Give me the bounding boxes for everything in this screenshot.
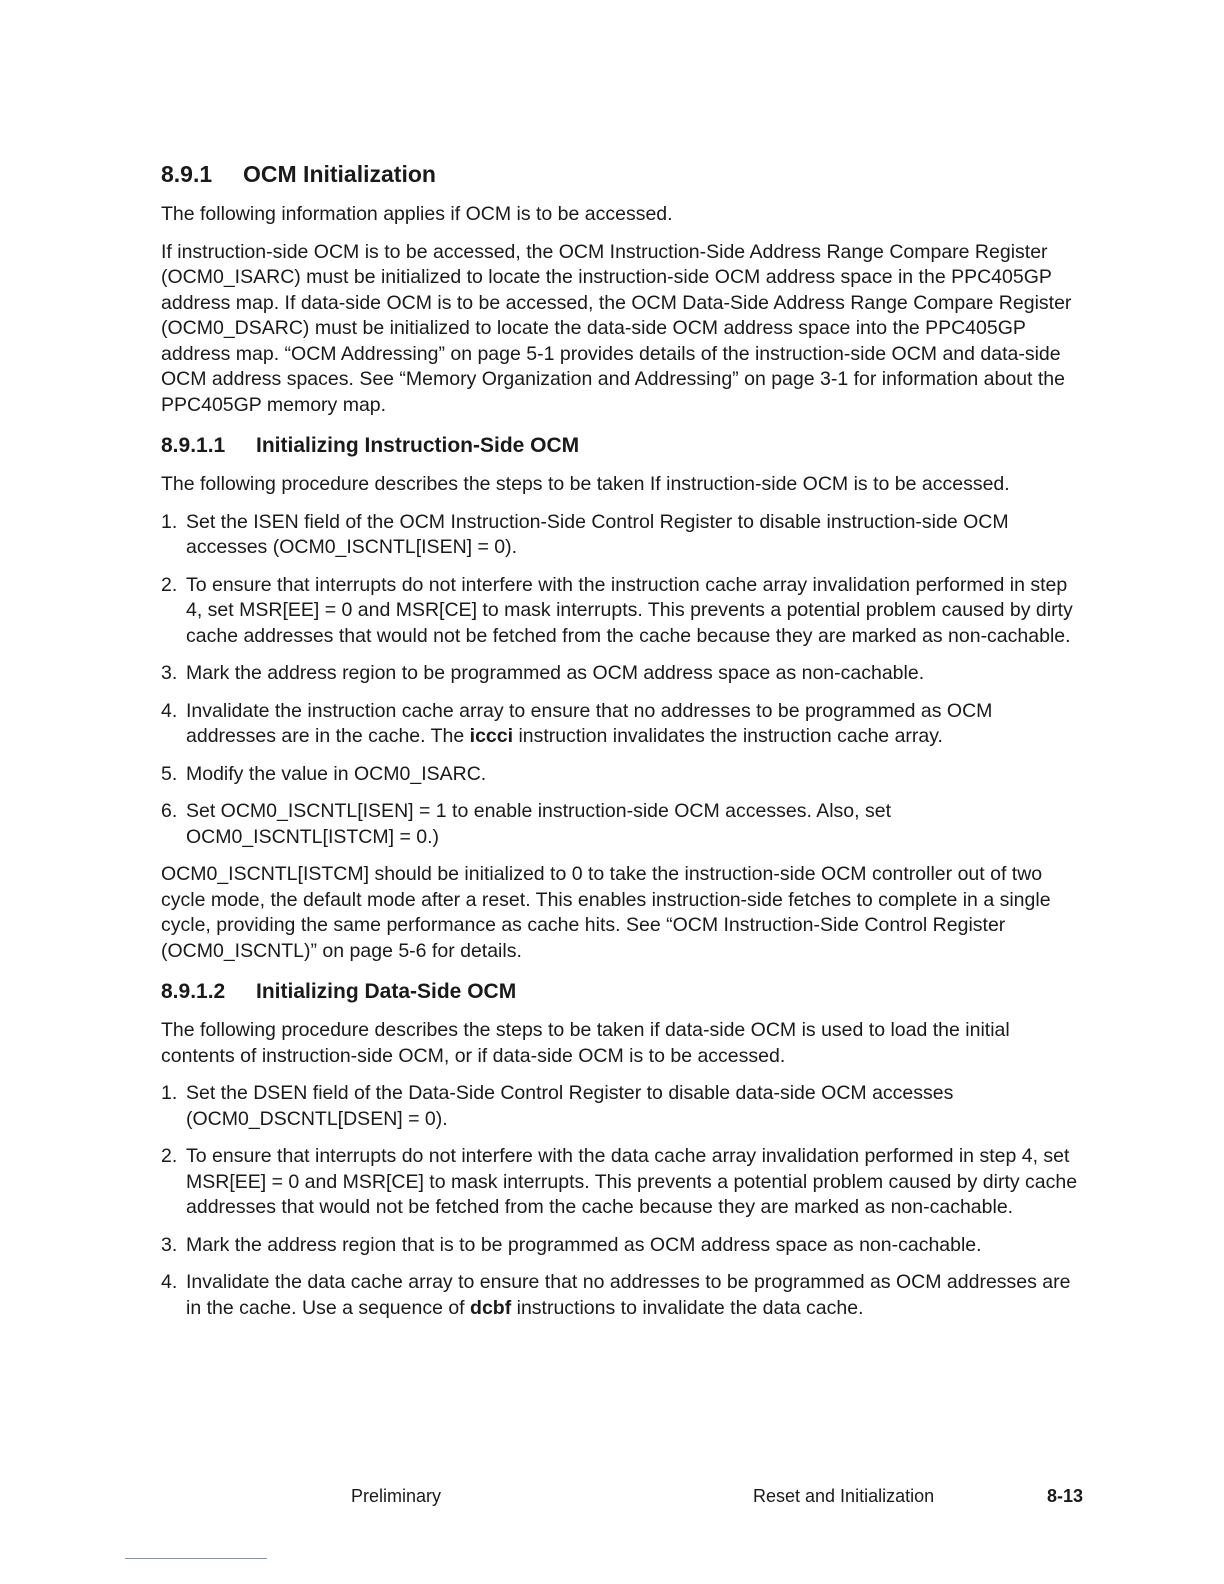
- step-text-pre: Invalidate the data cache array to ensure that no addresses to be programmed as OCM addresses are in the cache. Use a sequence of: [186, 1271, 1071, 1319]
- list-item: [161, 1081, 1086, 1132]
- page-number: 8-13: [1047, 1486, 1084, 1506]
- step-number: 2.: [161, 573, 178, 596]
- instruction-mnemonic: dcbf: [470, 1296, 512, 1319]
- step-number: 1.: [161, 510, 178, 533]
- subsection-number: 8.9.1.1: [161, 434, 226, 457]
- subsection-heading-instruction-side: [161, 432, 1086, 460]
- list-item: [161, 1144, 1086, 1221]
- subsection-heading-data-side: [161, 978, 1086, 1006]
- page-content: [161, 158, 1086, 1333]
- step-text: Set the DSEN field of the Data-Side Control Register to disable data-side OCM accesses (OCM0_DSCNTL[DSEN] = 0).: [186, 1082, 954, 1130]
- section-intro: The following information applies if OCM is to be accessed.: [161, 203, 673, 225]
- step-number: 4.: [161, 699, 178, 722]
- step-number: 1.: [161, 1082, 178, 1104]
- step-number: 3.: [161, 1233, 178, 1256]
- step-text: Set the ISEN field of the OCM Instruction-Side Control Register to disable instruction-side OCM accesses (OCM0_ISCNTL[ISEN] = 0).: [186, 510, 1009, 558]
- subsection-title: Initializing Instruction-Side OCM: [256, 434, 580, 457]
- list-item: [161, 762, 1086, 788]
- step-number: 2.: [161, 1145, 178, 1167]
- list-item: [161, 1270, 1086, 1321]
- bottom-divider: [125, 1558, 267, 1559]
- section-title: OCM Initialization: [243, 161, 436, 187]
- step-text: Mark the address region that is to be programmed as OCM address space as non-cachable.: [186, 1233, 982, 1256]
- footer-chapter-title: Reset and Initialization: [753, 1486, 935, 1506]
- list-item: [161, 573, 1086, 650]
- section-number: 8.9.1: [161, 161, 213, 187]
- step-text: Modify the value in OCM0_ISARC.: [186, 762, 487, 785]
- step-text: [186, 699, 1086, 750]
- list-item: [161, 699, 1086, 750]
- step-number: 6.: [161, 800, 178, 822]
- subsection-intro: The following procedure describes the steps to be taken If instruction-side OCM is to be accessed.: [161, 473, 1010, 495]
- instruction-mnemonic: iccci: [469, 725, 514, 747]
- list-item: [161, 510, 1086, 561]
- step-text: Mark the address region to be programmed as OCM address space as non-cachable.: [186, 662, 925, 684]
- data-side-steps: [161, 1081, 1086, 1321]
- footer-status: Preliminary: [351, 1486, 442, 1506]
- step-number: 3.: [161, 662, 178, 684]
- list-item: [161, 1233, 1086, 1259]
- list-item: [161, 661, 1086, 687]
- step-text-post: instruction invalidates the instruction cache array.: [513, 725, 943, 747]
- step-text-pre: Invalidate the instruction cache array to ensure that no addresses to be programmed as OCM addresses are in the cache. The: [186, 699, 993, 747]
- step-text: [186, 1270, 1086, 1321]
- subsection-number: 8.9.1.2: [161, 980, 226, 1003]
- subsection-note: OCM0_ISCNTL[ISTCM] should be initialized to 0 to take the instruction-side OCM controller out of two cycle mode, the default mode after a reset. This enables instruction-side fetches to complete in a single cycle, providing the same performance as cache hits. See “OCM Instruction-Side Control Register (OCM0_ISCNTL)” on page 5-6 for details.: [161, 863, 1051, 962]
- step-number: 4.: [161, 1271, 178, 1293]
- step-text: To ensure that interrupts do not interfere with the data cache array invalidation performed in step 4, set MSR[EE] = 0 and MSR[CE] to mask interrupts. This prevents a potential problem caused by dirty cache addresses that would not be fetched from the cache because they are marked as non-cachable.: [186, 1145, 1078, 1218]
- step-number: 5.: [161, 762, 178, 785]
- instruction-side-steps: [161, 510, 1086, 851]
- step-text: Set OCM0_ISCNTL[ISEN] = 1 to enable instruction-side OCM accesses. Also, set OCM0_ISCNTL[ISTCM] = 0.): [186, 800, 891, 848]
- section-heading: [161, 158, 1086, 190]
- subsection-intro: The following procedure describes the steps to be taken if data-side OCM is used to load the initial contents of instruction-side OCM, or if data-side OCM is to be accessed.: [161, 1019, 1010, 1067]
- list-item: [161, 799, 1086, 850]
- section-body: If instruction-side OCM is to be accessed, the OCM Instruction-Side Address Range Compare Register (OCM0_ISARC) must be initialized to locate the instruction-side OCM address space in the PPC405GP address map. If data-side OCM is to be accessed, the OCM Data-Side Address Range Compare Register (OCM0_DSARC) must be initialized to locate the data-side OCM address space into the PPC405GP address map. “OCM Addressing” on page 5-1 provides details of the instruction-side OCM and data-side OCM address spaces. See “Memory Organization and Addressing” on page 3-1 for information about the PPC405GP memory map.: [161, 240, 1072, 416]
- step-text: To ensure that interrupts do not interfere with the instruction cache array invalidation performed in step 4, set MSR[EE] = 0 and MSR[CE] to mask interrupts. This prevents a potential problem caused by dirty cache addresses that would not be fetched from the cache because they are marked as non-cachable.: [186, 573, 1073, 647]
- step-text-post: instructions to invalidate the data cache.: [511, 1296, 864, 1319]
- subsection-title: Initializing Data-Side OCM: [256, 980, 517, 1003]
